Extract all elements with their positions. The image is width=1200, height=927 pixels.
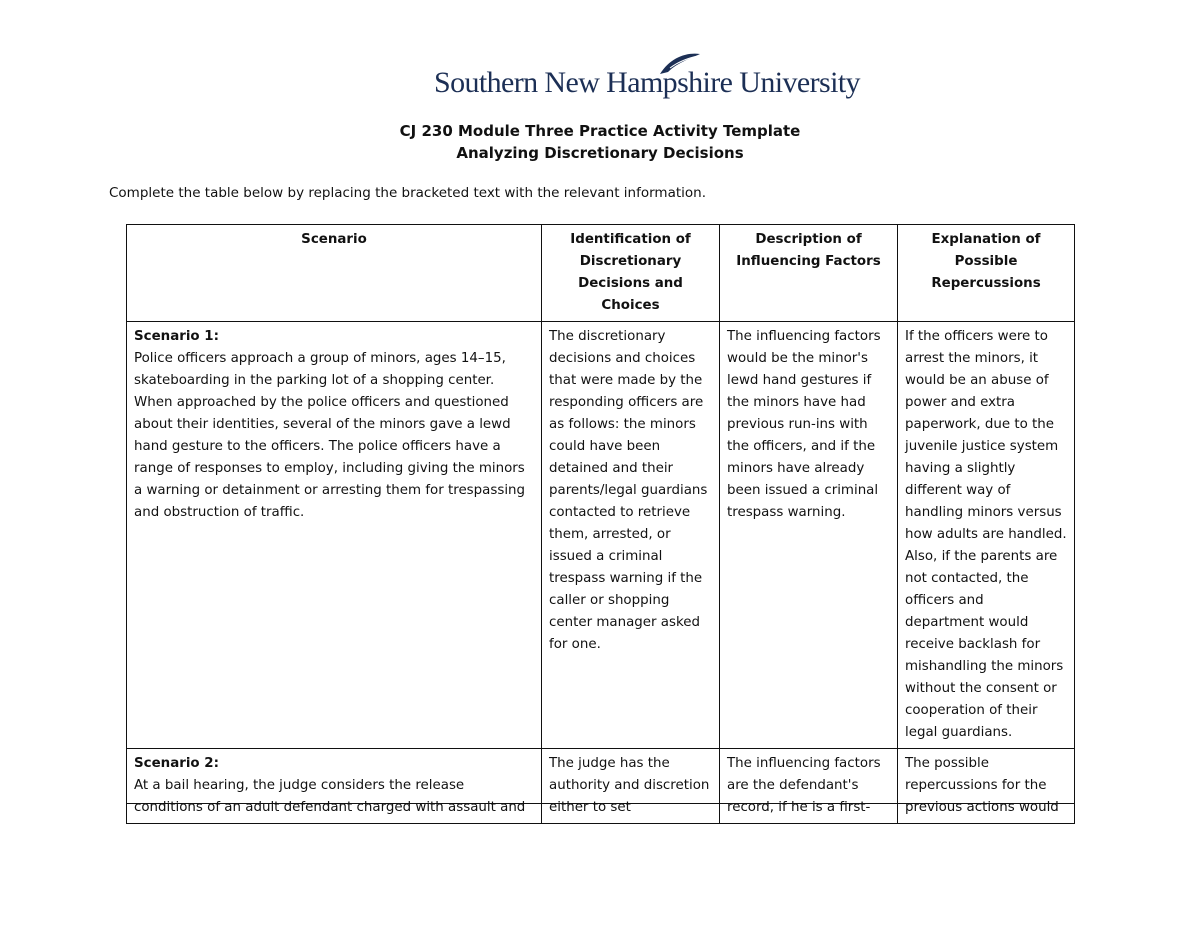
logo-wordmark: Southern New Hampshire University: [434, 66, 860, 99]
scenario-label: Scenario 2:: [134, 756, 219, 771]
header-identification: Identification of Discretionary Decisions and Choices: [542, 225, 720, 322]
page-break-rule: [126, 803, 1075, 804]
factors-cell[interactable]: The influencing factors are the defendant's record, if he is a first-: [720, 749, 898, 824]
table-row: [127, 322, 1075, 749]
scenario-cell[interactable]: [127, 322, 542, 749]
table-row: [127, 749, 1075, 824]
repercussions-cell[interactable]: If the officers were to arrest the minors, it would be an abuse of power and extra paperwork, due to the juvenile justice system having a slightly different way of handling minors versus how adults are handled. Also, if the parents are not contacted, the officers and department would receive backlash for mishandling the minors without the consent or cooperation of their legal guardians.: [898, 322, 1075, 749]
leaf-emblem-icon: [656, 52, 702, 76]
factors-cell[interactable]: The influencing factors would be the minor's lewd hand gestures if the minors have had previous run-ins with the officers, and if the minors have already been issued a criminal trespass warning.: [720, 322, 898, 749]
header-influencing-factors: Description of Influencing Factors: [720, 225, 898, 322]
scenario-cell[interactable]: [127, 749, 542, 824]
repercussions-cell[interactable]: The possible repercussions for the previous actions would: [898, 749, 1075, 824]
scenario-text: Police officers approach a group of minors, ages 14–15, skateboarding in the parking lot of a shopping center. When approached by the police officers and questioned about their identities, several of the minors gave a lewd hand gesture to the officers. The police officers have a range of responses to employ, including giving the minors a warning or detainment or arresting them for trespassing and obstruction of traffic.: [134, 351, 526, 520]
header-repercussions: Explanation of Possible Repercussions: [898, 225, 1075, 322]
identification-cell[interactable]: The judge has the authority and discretion either to set: [542, 749, 720, 824]
header-scenario: Scenario: [127, 225, 542, 322]
document-subtitle: Analyzing Discretionary Decisions: [456, 144, 744, 162]
table-header-row: [127, 225, 1075, 322]
identification-cell[interactable]: The discretionary decisions and choices that were made by the responding officers are as follows: the minors could have been detained and their parents/legal guardians contacted to retrieve them, arrested, or issued a criminal trespass warning if the caller or shopping center manager asked for one.: [542, 322, 720, 749]
document-title: CJ 230 Module Three Practice Activity Template: [399, 122, 801, 140]
analysis-table: [126, 224, 1075, 824]
analysis-table-container: [126, 224, 1075, 815]
scenario-text: At a bail hearing, the judge considers the release conditions of an adult defendant charged with assault and: [134, 778, 526, 815]
university-logo: [434, 52, 860, 108]
scenario-label: Scenario 1:: [134, 329, 219, 344]
instructions-text: Complete the table below by replacing the bracketed text with the relevant information.: [109, 185, 706, 201]
document-title-block: [0, 120, 1200, 164]
